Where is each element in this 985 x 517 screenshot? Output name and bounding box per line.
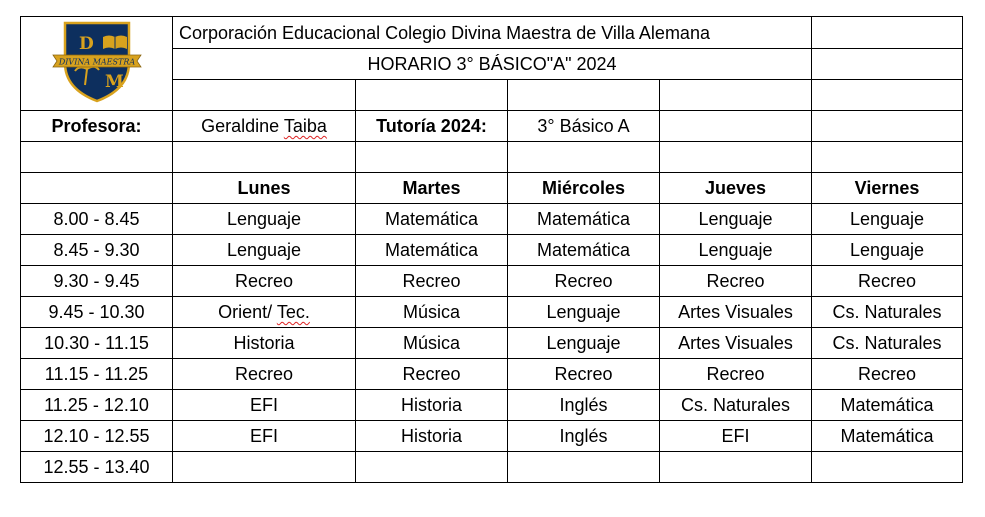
time-slot: 12.10 - 12.55 bbox=[21, 421, 173, 452]
table-row bbox=[21, 235, 963, 266]
subject-cell: Recreo bbox=[356, 266, 508, 297]
subject-cell: Inglés bbox=[508, 390, 660, 421]
empty-cell bbox=[356, 142, 508, 173]
empty-cell bbox=[508, 80, 660, 111]
subject-cell: Lenguaje bbox=[660, 235, 812, 266]
crest-letter-d: D bbox=[78, 34, 94, 54]
empty-cell bbox=[660, 80, 812, 111]
empty-cell bbox=[356, 80, 508, 111]
empty-cell bbox=[660, 111, 812, 142]
subject-cell: Recreo bbox=[173, 359, 356, 390]
table-row bbox=[21, 328, 963, 359]
day-header: Jueves bbox=[660, 173, 812, 204]
subject-cell bbox=[173, 452, 356, 483]
table-row bbox=[21, 297, 963, 328]
subject-cell bbox=[356, 452, 508, 483]
subject-text: Orient/ bbox=[218, 302, 277, 322]
subject-cell: Artes Visuales bbox=[660, 328, 812, 359]
subject-cell: Historia bbox=[356, 390, 508, 421]
empty-cell bbox=[21, 142, 173, 173]
crest-banner-text: DIVINA MAESTRA bbox=[58, 57, 135, 67]
schedule-body bbox=[21, 204, 963, 483]
time-slot: 12.55 - 13.40 bbox=[21, 452, 173, 483]
time-slot: 10.30 - 11.15 bbox=[21, 328, 173, 359]
subject-cell: Historia bbox=[173, 328, 356, 359]
subject-cell: Matemática bbox=[508, 204, 660, 235]
subject-cell: Música bbox=[356, 297, 508, 328]
subject-cell: EFI bbox=[660, 421, 812, 452]
subject-cell: Recreo bbox=[356, 359, 508, 390]
subject-cell: Lenguaje bbox=[812, 204, 963, 235]
time-slot: 11.15 - 11.25 bbox=[21, 359, 173, 390]
subject-cell: Lenguaje bbox=[812, 235, 963, 266]
table-row bbox=[21, 266, 963, 297]
subject-cell: EFI bbox=[173, 390, 356, 421]
empty-cell bbox=[812, 142, 963, 173]
day-header-row bbox=[21, 173, 963, 204]
subject-cell bbox=[660, 452, 812, 483]
subject-cell: Matemática bbox=[812, 421, 963, 452]
subject-cell: Recreo bbox=[660, 266, 812, 297]
subject-cell bbox=[508, 452, 660, 483]
subject-cell: Matemática bbox=[356, 235, 508, 266]
subject-cell: Recreo bbox=[508, 266, 660, 297]
subject-cell: Matemática bbox=[356, 204, 508, 235]
subject-cell: Matemática bbox=[812, 390, 963, 421]
subject-cell: Cs. Naturales bbox=[812, 328, 963, 359]
subject-cell: Artes Visuales bbox=[660, 297, 812, 328]
subject-cell: Recreo bbox=[508, 359, 660, 390]
subject-cell bbox=[173, 297, 356, 328]
empty-cell bbox=[508, 142, 660, 173]
table-row bbox=[21, 452, 963, 483]
teacher-label: Profesora: bbox=[21, 111, 173, 142]
teacher-name bbox=[173, 111, 356, 142]
table-row bbox=[21, 359, 963, 390]
time-slot: 9.45 - 10.30 bbox=[21, 297, 173, 328]
teacher-first-name: Geraldine bbox=[201, 116, 280, 136]
subject-cell: EFI bbox=[173, 421, 356, 452]
schedule-title: HORARIO 3° BÁSICO"A" 2024 bbox=[173, 49, 812, 80]
schedule-table bbox=[20, 16, 963, 483]
school-logo-cell bbox=[21, 17, 173, 111]
subject-cell: Historia bbox=[356, 421, 508, 452]
empty-cell bbox=[812, 80, 963, 111]
empty-cell bbox=[812, 17, 963, 49]
subject-text-flagged: Tec. bbox=[276, 302, 310, 322]
day-header: Lunes bbox=[173, 173, 356, 204]
tutor-label: Tutoría 2024: bbox=[356, 111, 508, 142]
subject-cell: Cs. Naturales bbox=[812, 297, 963, 328]
subject-cell: Inglés bbox=[508, 421, 660, 452]
subject-cell: Recreo bbox=[660, 359, 812, 390]
subject-cell: Cs. Naturales bbox=[660, 390, 812, 421]
empty-cell bbox=[173, 142, 356, 173]
subject-cell: Recreo bbox=[812, 266, 963, 297]
day-header: Viernes bbox=[812, 173, 963, 204]
subject-cell: Recreo bbox=[173, 266, 356, 297]
crest-letter-m: M bbox=[104, 72, 124, 92]
empty-cell bbox=[812, 49, 963, 80]
subject-cell: Matemática bbox=[508, 235, 660, 266]
empty-cell bbox=[173, 80, 356, 111]
empty-cell bbox=[812, 111, 963, 142]
institution-name: Corporación Educacional Colegio Divina Maestra de Villa Alemana bbox=[173, 17, 812, 49]
time-slot: 11.25 - 12.10 bbox=[21, 390, 173, 421]
tutor-value: 3° Básico A bbox=[508, 111, 660, 142]
table-row bbox=[21, 204, 963, 235]
subject-cell: Recreo bbox=[812, 359, 963, 390]
time-slot: 8.45 - 9.30 bbox=[21, 235, 173, 266]
subject-cell: Lenguaje bbox=[173, 235, 356, 266]
empty-cell bbox=[21, 173, 173, 204]
time-slot: 9.30 - 9.45 bbox=[21, 266, 173, 297]
time-slot: 8.00 - 8.45 bbox=[21, 204, 173, 235]
subject-cell: Lenguaje bbox=[660, 204, 812, 235]
subject-cell: Lenguaje bbox=[173, 204, 356, 235]
day-header: Miércoles bbox=[508, 173, 660, 204]
empty-cell bbox=[660, 142, 812, 173]
table-row bbox=[21, 421, 963, 452]
day-header: Martes bbox=[356, 173, 508, 204]
subject-cell: Música bbox=[356, 328, 508, 359]
teacher-last-name: Taiba bbox=[283, 116, 327, 136]
table-row bbox=[21, 390, 963, 421]
school-crest-icon bbox=[51, 19, 143, 105]
subject-cell bbox=[812, 452, 963, 483]
subject-cell: Lenguaje bbox=[508, 328, 660, 359]
subject-cell: Lenguaje bbox=[508, 297, 660, 328]
